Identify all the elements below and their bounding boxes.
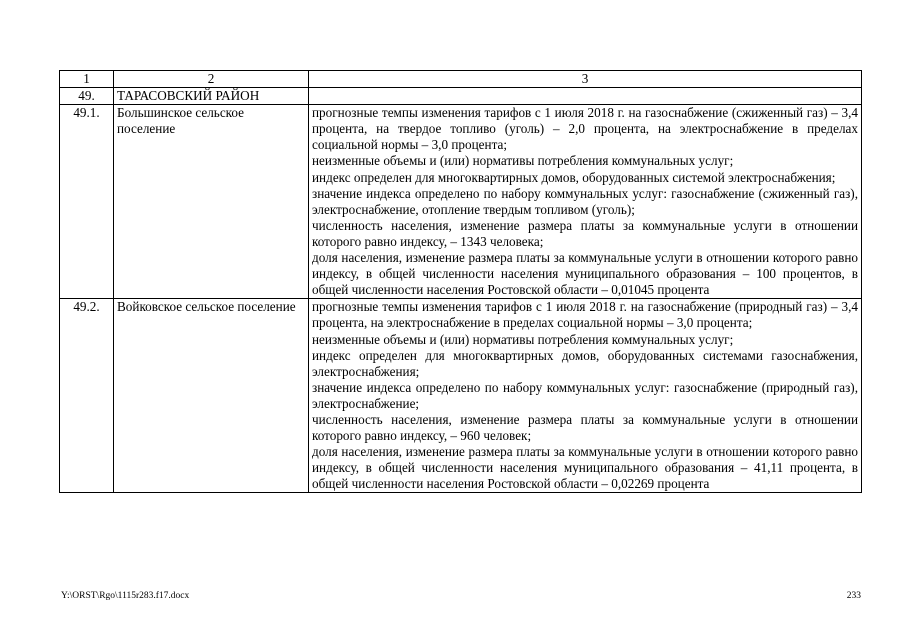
district-name: ТАРАСОВСКИЙ РАЙОН (114, 88, 309, 105)
footer-file-path: Y:\ORST\Rgo\1115r283.f17.docx (61, 591, 190, 601)
header-col-3: 3 (309, 71, 862, 88)
description-paragraph: неизменные объемы и (или) нормативы потребления коммунальных услуг; (312, 153, 734, 169)
description-paragraph: доля населения, изменение размера платы за коммунальные услуги в отношении которого равно индексу, в общей численности населения муниципального образования – 100 процентов, в общей численности населения Ростовской области – 0,01045 процента (312, 250, 858, 298)
district-empty-cell (309, 88, 862, 105)
row-number: 49.1. (60, 105, 114, 299)
district-row (60, 88, 862, 105)
description-paragraph: численность населения, изменение размера платы за коммунальные услуги в отношении которого равно индексу, – 1343 человека; (312, 217, 858, 249)
description-paragraph: значение индекса определено по набору коммунальных услуг: газоснабжение (сжиженный газ), электроснабжение, отопление твердым топливом (уголь); (312, 185, 858, 217)
description-paragraph: прогнозные темпы изменения тарифов с 1 июля 2018 г. на газоснабжение (сжиженный газ) – 3,4 процента, на твердое топливо (уголь) – 2,0 процента, на электроснабжение в пределах социальной нормы – 3,0 процента; (312, 105, 858, 153)
table-row (60, 105, 862, 299)
page-number: 233 (846, 591, 861, 601)
row-number: 49.2. (60, 299, 114, 493)
header-col-1: 1 (60, 71, 114, 88)
description-paragraph: прогнозные темпы изменения тарифов с 1 июля 2018 г. на газоснабжение (природный газ) – 3,4 процента, на электроснабжение в пределах социальной нормы – 3,0 процента; (312, 299, 858, 331)
district-number: 49. (60, 88, 114, 105)
settlement-name: Большинское сельское поселение (114, 105, 309, 299)
description-paragraph: индекс определен для многоквартирных домов, оборудованных системой электроснабжения; (312, 169, 836, 185)
header-col-2: 2 (114, 71, 309, 88)
table-row (60, 299, 862, 493)
settlement-name: Войковское сельское поселение (114, 299, 309, 493)
description-paragraph: доля населения, изменение размера платы за коммунальные услуги в отношении которого равно индексу, в общей численности населения муниципального образования – 41,11 процента, в общей численности населения Ростовской области – 0,02269 процента (312, 444, 858, 492)
description-paragraph: численность населения, изменение размера платы за коммунальные услуги в отношении которого равно индексу, – 960 человек; (312, 411, 858, 444)
table-header-row (60, 71, 862, 88)
description-paragraph: значение индекса определено по набору коммунальных услуг: газоснабжение (природный газ), электроснабжение; (312, 379, 858, 411)
description-paragraph: неизменные объемы и (или) нормативы потребления коммунальных услуг; (312, 331, 734, 347)
tariff-index-table (59, 70, 862, 493)
description-paragraph: индекс определен для многоквартирных домов, оборудованных системами газоснабжения, электроснабжения; (312, 347, 858, 379)
index-description (309, 105, 862, 299)
index-description (309, 299, 862, 493)
